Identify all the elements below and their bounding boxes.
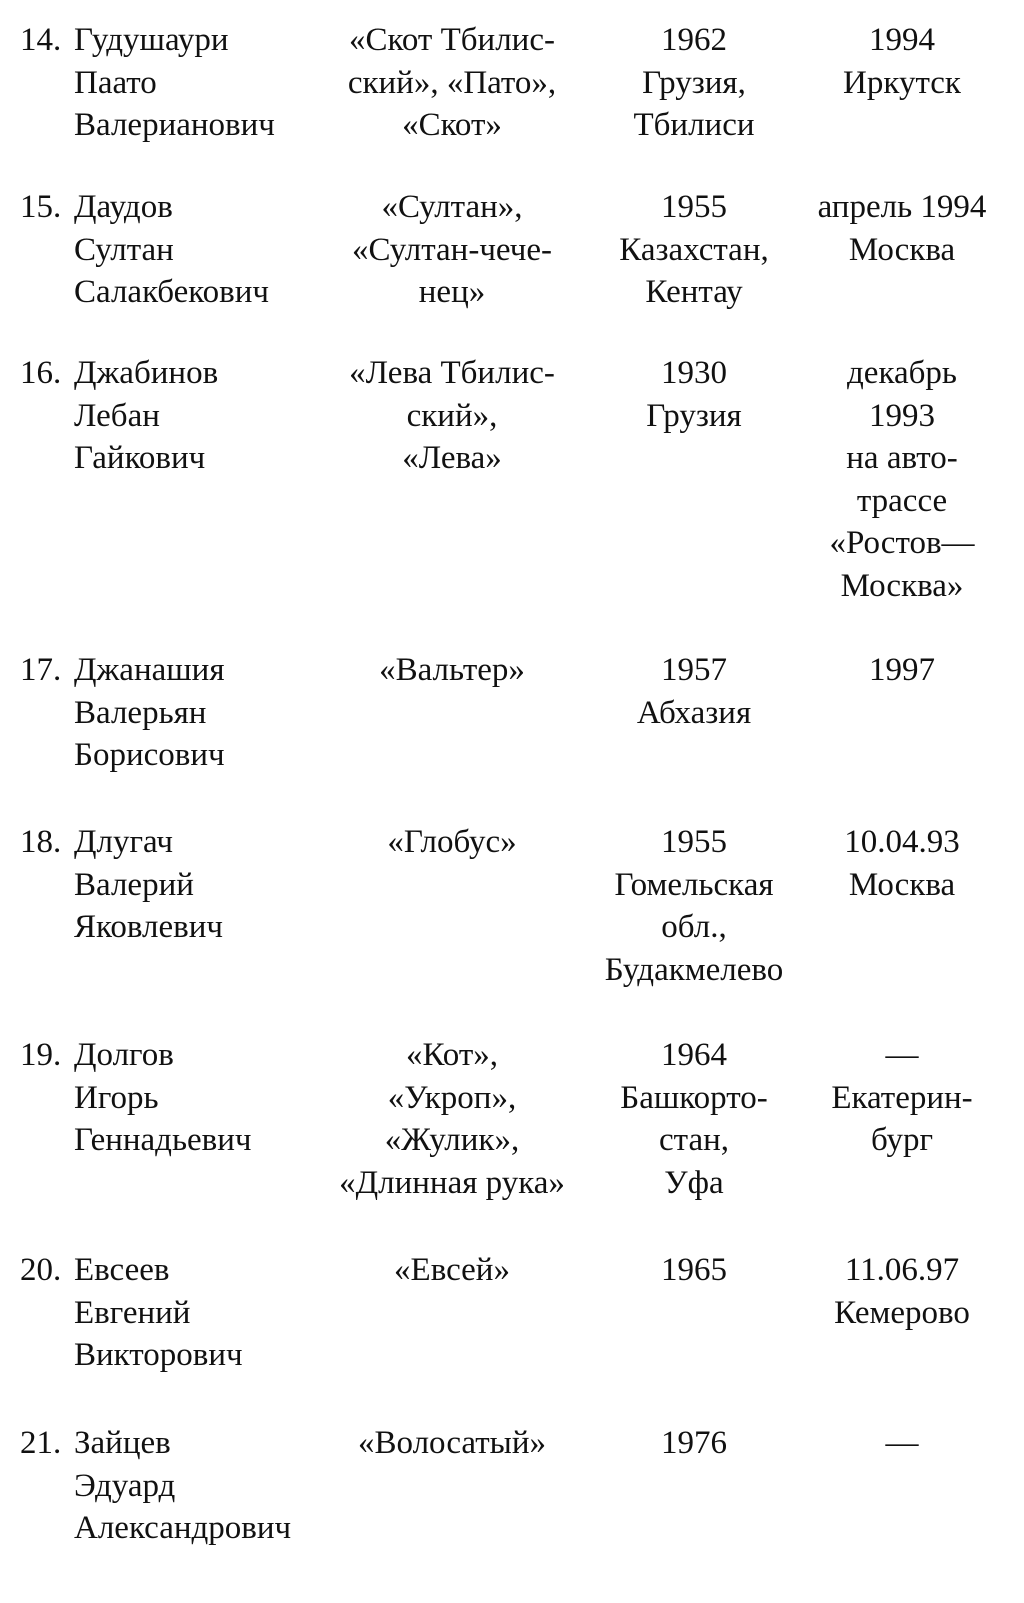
event-line: Иркутск xyxy=(843,64,961,101)
entry-alias xyxy=(312,186,592,314)
alias-line: «Глобус» xyxy=(387,824,517,860)
birth-line: Башкорто- xyxy=(620,1079,768,1116)
patronymic: Александрович xyxy=(74,1510,292,1546)
surname: Зайцев xyxy=(74,1425,171,1461)
birth-line: Тбилиси xyxy=(633,107,755,143)
patronymic: Яковлевич xyxy=(74,909,223,945)
surname: Евсеев xyxy=(74,1252,170,1288)
alias-line: «Волосатый» xyxy=(358,1425,546,1461)
birth-line: 1976 xyxy=(661,1425,727,1461)
entry-alias xyxy=(312,821,592,864)
event-line: Екатерин- xyxy=(831,1079,973,1116)
birth-line: Казахстан, xyxy=(619,231,769,268)
first-name: Паато xyxy=(74,64,157,101)
entry-alias xyxy=(312,19,592,147)
first-name: Валерьян xyxy=(74,694,207,731)
first-name: Лебан xyxy=(74,397,160,434)
alias-line: «Жулик», xyxy=(384,1122,520,1158)
birth-line: 1930 xyxy=(661,355,727,391)
entry-alias xyxy=(312,352,592,480)
first-name: Валерий xyxy=(74,866,194,903)
first-name: Игорь xyxy=(74,1079,159,1116)
event-line: трассе xyxy=(856,482,948,519)
alias-line: «Укроп», xyxy=(387,1079,517,1116)
entry-number: 14. xyxy=(20,22,62,58)
alias-line: «Вальтер» xyxy=(379,652,525,688)
entry-name xyxy=(74,19,324,147)
alias-line: «Лева Тбилис- xyxy=(349,355,555,391)
patronymic: Викторович xyxy=(74,1337,243,1373)
event-line: 11.06.97 xyxy=(844,1252,960,1288)
entry-number: 21. xyxy=(20,1425,62,1461)
birth-line: 1962 xyxy=(661,22,727,58)
entry-birth xyxy=(592,1422,796,1465)
entry-event xyxy=(802,821,1002,906)
entry-alias xyxy=(312,1034,592,1204)
alias-line: «Султан-чече- xyxy=(352,231,552,268)
entry-number: 17. xyxy=(20,652,62,688)
first-name: Евгений xyxy=(74,1294,191,1331)
surname: Долгов xyxy=(74,1037,174,1073)
alias-line: «Лева» xyxy=(402,440,502,476)
entry-birth xyxy=(592,649,796,734)
event-line: Москва» xyxy=(840,567,964,604)
alias-line: «Длинная рука» xyxy=(339,1164,565,1201)
birth-line: Грузия, xyxy=(642,64,746,101)
event-line: апрель 1994 xyxy=(817,189,987,225)
event-line: Москва xyxy=(848,866,956,903)
birth-line: 1957 xyxy=(661,652,727,688)
first-name: Эдуард xyxy=(74,1467,176,1504)
entry-number: 18. xyxy=(20,824,62,860)
alias-line: «Кот», xyxy=(405,1037,499,1073)
event-line: 1993 xyxy=(869,397,935,434)
event-line: 10.04.93 xyxy=(844,824,960,860)
birth-line: Будакмелево xyxy=(604,951,784,988)
surname: Длугач xyxy=(74,824,173,860)
birth-line: обл., xyxy=(661,909,727,945)
surname: Гудушаури xyxy=(74,22,229,58)
entry-name xyxy=(74,1034,324,1162)
entry-event xyxy=(802,1249,1002,1334)
entry-birth xyxy=(592,1034,796,1204)
event-line: 1994 xyxy=(869,22,935,58)
entry-birth xyxy=(592,186,796,314)
alias-line: ский», «Пато», xyxy=(347,64,557,101)
entry-event xyxy=(802,186,1002,271)
entry-event xyxy=(802,19,1002,104)
entry-name xyxy=(74,821,324,949)
event-line: 1997 xyxy=(869,652,935,688)
entry-birth xyxy=(592,1249,796,1292)
entry-event xyxy=(802,649,1002,692)
surname: Даудов xyxy=(74,189,173,225)
entry-name xyxy=(74,1422,324,1550)
alias-line: «Евсей» xyxy=(394,1252,510,1288)
entry-number: 16. xyxy=(20,355,62,391)
entry-birth xyxy=(592,352,796,437)
birth-line: Уфа xyxy=(664,1164,724,1201)
birth-line: Кентау xyxy=(645,274,743,310)
alias-line: ский», xyxy=(406,397,498,434)
event-line: Москва xyxy=(848,231,956,268)
alias-line: «Скот» xyxy=(402,107,502,143)
surname: Джанашия xyxy=(74,652,225,688)
patronymic: Гайкович xyxy=(74,440,206,476)
entry-birth xyxy=(592,19,796,147)
entry-event xyxy=(802,1422,1002,1465)
entry-birth xyxy=(592,821,796,991)
patronymic: Борисович xyxy=(74,737,225,773)
entry-name xyxy=(74,649,324,777)
entry-name xyxy=(74,1249,324,1377)
patronymic: Валерианович xyxy=(74,107,275,143)
birth-line: Гомельская xyxy=(614,866,774,903)
event-line: «Ростов— xyxy=(829,525,975,561)
alias-line: «Султан», xyxy=(381,189,523,225)
birth-line: 1955 xyxy=(661,824,727,860)
surname: Джабинов xyxy=(74,355,219,391)
event-line: на авто- xyxy=(846,440,958,476)
event-line: декабрь xyxy=(847,355,957,391)
entry-number: 19. xyxy=(20,1037,62,1073)
entry-number: 20. xyxy=(20,1252,62,1288)
patronymic: Салакбекович xyxy=(74,274,269,310)
birth-line: Грузия xyxy=(646,397,742,434)
birth-line: 1964 xyxy=(661,1037,727,1073)
birth-line: стан, xyxy=(658,1122,730,1158)
patronymic: Геннадьевич xyxy=(74,1122,252,1158)
entry-event xyxy=(802,1034,1002,1162)
entry-alias xyxy=(312,1422,592,1465)
birth-line: 1965 xyxy=(661,1252,727,1288)
birth-line: Абхазия xyxy=(636,694,752,731)
event-line: бург xyxy=(870,1122,934,1158)
first-name: Султан xyxy=(74,231,174,268)
entry-number: 15. xyxy=(20,189,62,225)
alias-line: нец» xyxy=(418,274,486,310)
entry-name xyxy=(74,186,324,314)
entry-name xyxy=(74,352,324,480)
event-line: — xyxy=(885,1425,919,1461)
entry-alias xyxy=(312,649,592,692)
entry-alias xyxy=(312,1249,592,1292)
event-line: Кемерово xyxy=(834,1294,970,1331)
entry-event xyxy=(802,352,1002,607)
event-line: — xyxy=(885,1037,919,1073)
alias-line: «Скот Тбилис- xyxy=(349,22,555,58)
birth-line: 1955 xyxy=(661,189,727,225)
